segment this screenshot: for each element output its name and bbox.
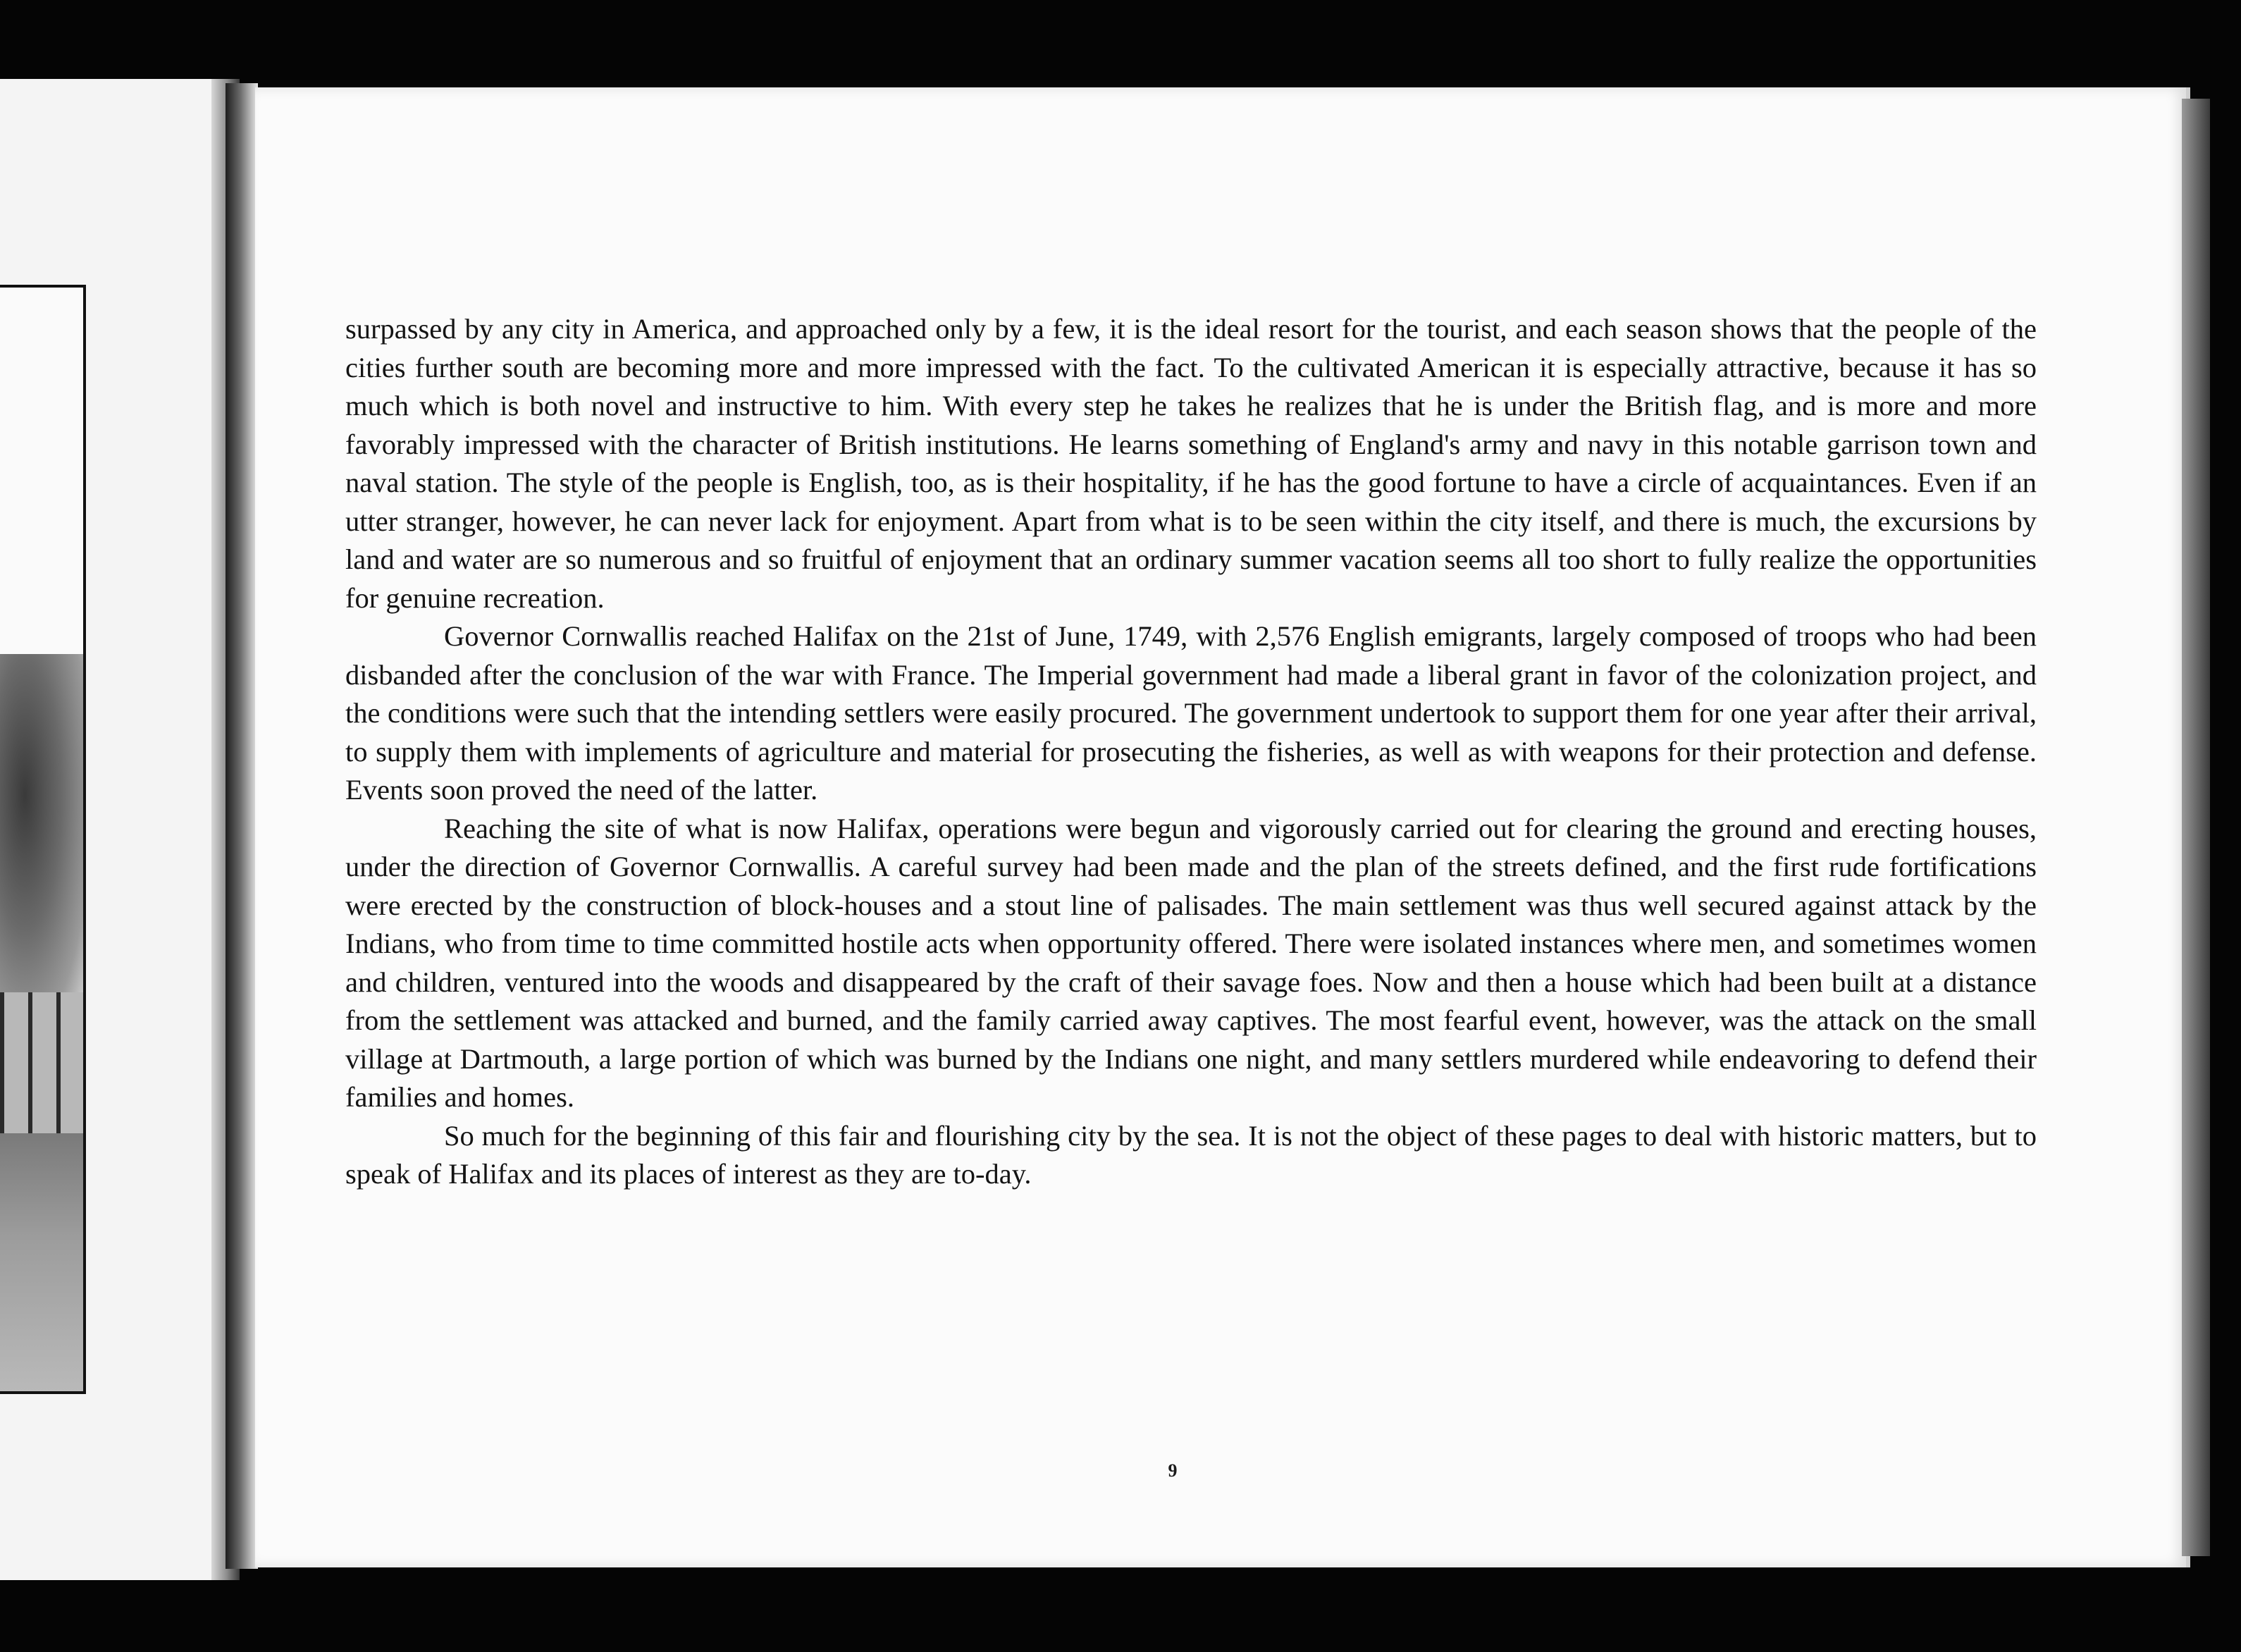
paragraph-1: surpassed by any city in America, and approached only by a few, it is the ideal resort for the tourist, and each season shows that the people of the cities further south are becoming more and more impressed with the fact. To the cultivated American it is especially attractive, because it has so much which is both novel and instructive to him. With every step he takes he realizes that he is under the British flag, and is more and more favorably impressed with the character of British institutions. He learns something of England's army and navy in this notable garrison town and naval station. The style of the people is English, too, as is their hospitality, if he has the good fortune to have a circle of acquaintances. Even if an utter stranger, however, he can never lack for enjoyment. Apart from what is to be seen within the city itself, and there is much, the excursions by land and water are so numerous and so fruitful of enjoyment that an ordinary summer vacation seems all too short to fully realize the opportunities for genuine recreation. xyxy=(345,313,2037,614)
paragraph-2: Governor Cornwallis reached Halifax on the 21st of June, 1749, with 2,576 English emigrants, largely composed of troops who had been disbanded after the conclusion of the war with France. The Imperial government had made a liberal grant in favor of the colonization project, and the conditions were such that the intending settlers were easily procured. The government undertook to support them for one year after their arrival, to supply them with implements of agriculture and material for prosecuting the fisheries, as well as with weapons for their protection and defense. Events soon proved the need of the latter. xyxy=(345,620,2037,806)
facing-page-photograph xyxy=(0,285,86,1394)
photo-fence xyxy=(0,992,83,1133)
book-spine-shadow xyxy=(226,83,258,1569)
page-text-block xyxy=(345,310,2037,1194)
page-edge-shadow xyxy=(2182,99,2210,1556)
photo-trees xyxy=(0,654,83,1006)
photo-ground xyxy=(0,1133,83,1391)
paragraph-3: Reaching the site of what is now Halifax, operations were begun and vigorously carried out for clearing the ground and erecting houses, under the direction of Governor Cornwallis. A careful survey had been made and the plan of the streets defined, and the first rude fortifications were erected by the construction of block-houses and a stout line of palisades. The main settlement was thus well secured against attack by the Indians, who from time to time committed hostile acts when opportunity offered. There were isolated instances where men, and sometimes women and children, ventured into the woods and disappeared by the craft of their savage foes. Now and then a house which had been built at a distance from the settlement was attacked and burned, and the family carried away captives. The most fearful event, however, was the attack on the small village at Dartmouth, a large portion of which was burned by the Indians one night, and many settlers murdered while endeavoring to defend their families and homes. xyxy=(345,812,2037,1113)
page-number: 9 xyxy=(1168,1460,1178,1481)
paragraph-4: So much for the beginning of this fair and flourishing city by the sea. It is not the object of these pages to deal with historic matters, but to speak of Halifax and its places of interest as they are to-day. xyxy=(345,1119,2037,1190)
photo-sky xyxy=(0,288,83,654)
